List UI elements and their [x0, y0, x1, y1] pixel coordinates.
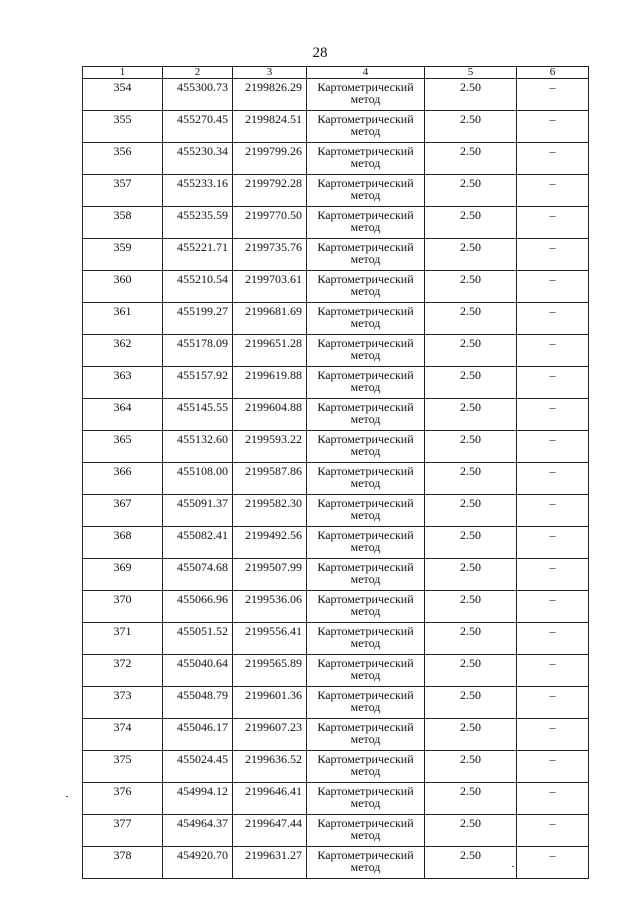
method-cell: Картометрический метод [307, 79, 425, 111]
point-number-cell: 373 [83, 687, 163, 719]
point-number-cell: 359 [83, 239, 163, 271]
method-cell: Картометрический метод [307, 399, 425, 431]
note-cell: – [517, 463, 589, 495]
accuracy-cell: 2.50 [425, 463, 517, 495]
note-cell: – [517, 815, 589, 847]
method-cell: Картометрический метод [307, 495, 425, 527]
method-cell: Картометрический метод [307, 271, 425, 303]
accuracy-cell: 2.50 [425, 687, 517, 719]
note-cell: – [517, 527, 589, 559]
note-cell: – [517, 79, 589, 111]
page-number: 28 [312, 45, 328, 61]
x-coordinate-cell: 455108.00 [163, 463, 233, 495]
point-number-cell: 362 [83, 335, 163, 367]
x-coordinate-cell: 455221.71 [163, 239, 233, 271]
x-coordinate-cell: 454994.12 [163, 783, 233, 815]
table-row [83, 719, 589, 751]
table-row [83, 271, 589, 303]
point-number-cell: 360 [83, 271, 163, 303]
point-number-cell: 357 [83, 175, 163, 207]
y-coordinate-cell: 2199536.06 [233, 591, 307, 623]
y-coordinate-cell: 2199631.27 [233, 847, 307, 879]
point-number-cell: 363 [83, 367, 163, 399]
x-coordinate-cell: 455046.17 [163, 719, 233, 751]
note-cell: – [517, 495, 589, 527]
accuracy-cell: 2.50 [425, 495, 517, 527]
method-cell: Картометрический метод [307, 207, 425, 239]
method-cell: Картометрический метод [307, 655, 425, 687]
y-coordinate-cell: 2199607.23 [233, 719, 307, 751]
accuracy-cell: 2.50 [425, 335, 517, 367]
x-coordinate-cell: 455178.09 [163, 335, 233, 367]
note-cell: – [517, 271, 589, 303]
accuracy-cell: 2.50 [425, 399, 517, 431]
point-number-cell: 372 [83, 655, 163, 687]
accuracy-cell: 2.50 [425, 271, 517, 303]
method-cell: Картометрический метод [307, 783, 425, 815]
x-coordinate-cell: 454964.37 [163, 815, 233, 847]
point-number-cell: 358 [83, 207, 163, 239]
method-cell: Картометрический метод [307, 751, 425, 783]
table-row [83, 111, 589, 143]
method-cell: Картометрический метод [307, 175, 425, 207]
y-coordinate-cell: 2199565.89 [233, 655, 307, 687]
table-row [83, 79, 589, 111]
column-header-3: 3 [233, 67, 307, 79]
point-number-cell: 377 [83, 815, 163, 847]
accuracy-cell: 2.50 [425, 79, 517, 111]
method-cell: Картометрический метод [307, 143, 425, 175]
y-coordinate-cell: 2199492.56 [233, 527, 307, 559]
accuracy-cell: 2.50 [425, 527, 517, 559]
method-cell: Картометрический метод [307, 463, 425, 495]
x-coordinate-cell: 455157.92 [163, 367, 233, 399]
coordinates-table [82, 66, 589, 879]
accuracy-cell: 2.50 [425, 431, 517, 463]
method-cell: Картометрический метод [307, 527, 425, 559]
table-row [83, 399, 589, 431]
table-header-row [83, 67, 589, 79]
point-number-cell: 365 [83, 431, 163, 463]
table-row [83, 463, 589, 495]
y-coordinate-cell: 2199507.99 [233, 559, 307, 591]
x-coordinate-cell: 455024.45 [163, 751, 233, 783]
x-coordinate-cell: 455233.16 [163, 175, 233, 207]
x-coordinate-cell: 455040.64 [163, 655, 233, 687]
note-cell: – [517, 591, 589, 623]
table-row [83, 623, 589, 655]
x-coordinate-cell: 455091.37 [163, 495, 233, 527]
accuracy-cell: 2.50 [425, 751, 517, 783]
method-cell: Картометрический метод [307, 559, 425, 591]
table-row [83, 559, 589, 591]
accuracy-cell: 2.50 [425, 303, 517, 335]
point-number-cell: 370 [83, 591, 163, 623]
point-number-cell: 368 [83, 527, 163, 559]
method-cell: Картометрический метод [307, 623, 425, 655]
method-cell: Картометрический метод [307, 591, 425, 623]
note-cell: – [517, 623, 589, 655]
point-number-cell: 374 [83, 719, 163, 751]
x-coordinate-cell: 455230.34 [163, 143, 233, 175]
point-number-cell: 369 [83, 559, 163, 591]
column-header-1: 1 [83, 67, 163, 79]
y-coordinate-cell: 2199619.88 [233, 367, 307, 399]
point-number-cell: 356 [83, 143, 163, 175]
method-cell: Картометрический метод [307, 687, 425, 719]
accuracy-cell: 2.50 [425, 623, 517, 655]
accuracy-cell: 2.50 [425, 239, 517, 271]
note-cell: – [517, 111, 589, 143]
y-coordinate-cell: 2199587.86 [233, 463, 307, 495]
method-cell: Картометрический метод [307, 815, 425, 847]
method-cell: Картометрический метод [307, 431, 425, 463]
x-coordinate-cell: 455270.45 [163, 111, 233, 143]
point-number-cell: 378 [83, 847, 163, 879]
note-cell: – [517, 431, 589, 463]
x-coordinate-cell: 455199.27 [163, 303, 233, 335]
table-row [83, 207, 589, 239]
y-coordinate-cell: 2199582.30 [233, 495, 307, 527]
accuracy-cell: 2.50 [425, 655, 517, 687]
note-cell: – [517, 559, 589, 591]
x-coordinate-cell: 455145.55 [163, 399, 233, 431]
point-number-cell: 371 [83, 623, 163, 655]
note-cell: – [517, 719, 589, 751]
column-header-2: 2 [163, 67, 233, 79]
accuracy-cell: 2.50 [425, 783, 517, 815]
scan-speck [512, 866, 514, 867]
note-cell: – [517, 335, 589, 367]
y-coordinate-cell: 2199556.41 [233, 623, 307, 655]
column-header-6: 6 [517, 67, 589, 79]
y-coordinate-cell: 2199681.69 [233, 303, 307, 335]
table-row [83, 431, 589, 463]
note-cell: – [517, 655, 589, 687]
accuracy-cell: 2.50 [425, 207, 517, 239]
scan-speck [66, 796, 68, 797]
method-cell: Картометрический метод [307, 111, 425, 143]
x-coordinate-cell: 455066.96 [163, 591, 233, 623]
y-coordinate-cell: 2199735.76 [233, 239, 307, 271]
point-number-cell: 364 [83, 399, 163, 431]
point-number-cell: 354 [83, 79, 163, 111]
note-cell: – [517, 175, 589, 207]
accuracy-cell: 2.50 [425, 559, 517, 591]
accuracy-cell: 2.50 [425, 175, 517, 207]
y-coordinate-cell: 2199636.52 [233, 751, 307, 783]
x-coordinate-cell: 455048.79 [163, 687, 233, 719]
y-coordinate-cell: 2199646.41 [233, 783, 307, 815]
x-coordinate-cell: 455210.54 [163, 271, 233, 303]
y-coordinate-cell: 2199604.88 [233, 399, 307, 431]
method-cell: Картометрический метод [307, 847, 425, 879]
point-number-cell: 355 [83, 111, 163, 143]
y-coordinate-cell: 2199824.51 [233, 111, 307, 143]
table-row [83, 687, 589, 719]
table-row [83, 495, 589, 527]
x-coordinate-cell: 455051.52 [163, 623, 233, 655]
table-body [83, 79, 589, 879]
x-coordinate-cell: 455082.41 [163, 527, 233, 559]
method-cell: Картометрический метод [307, 335, 425, 367]
y-coordinate-cell: 2199770.50 [233, 207, 307, 239]
accuracy-cell: 2.50 [425, 719, 517, 751]
accuracy-cell: 2.50 [425, 847, 517, 879]
note-cell: – [517, 751, 589, 783]
table-row [83, 751, 589, 783]
point-number-cell: 376 [83, 783, 163, 815]
y-coordinate-cell: 2199792.28 [233, 175, 307, 207]
accuracy-cell: 2.50 [425, 143, 517, 175]
x-coordinate-cell: 455074.68 [163, 559, 233, 591]
y-coordinate-cell: 2199703.61 [233, 271, 307, 303]
x-coordinate-cell: 455132.60 [163, 431, 233, 463]
note-cell: – [517, 367, 589, 399]
x-coordinate-cell: 455300.73 [163, 79, 233, 111]
table-row [83, 655, 589, 687]
y-coordinate-cell: 2199651.28 [233, 335, 307, 367]
y-coordinate-cell: 2199647.44 [233, 815, 307, 847]
note-cell: – [517, 687, 589, 719]
method-cell: Картометрический метод [307, 719, 425, 751]
x-coordinate-cell: 455235.59 [163, 207, 233, 239]
method-cell: Картометрический метод [307, 239, 425, 271]
y-coordinate-cell: 2199601.36 [233, 687, 307, 719]
point-number-cell: 367 [83, 495, 163, 527]
note-cell: – [517, 303, 589, 335]
method-cell: Картометрический метод [307, 303, 425, 335]
note-cell: – [517, 783, 589, 815]
point-number-cell: 361 [83, 303, 163, 335]
point-number-cell: 375 [83, 751, 163, 783]
table-row [83, 367, 589, 399]
method-cell: Картометрический метод [307, 367, 425, 399]
table-row [83, 143, 589, 175]
table-row [83, 175, 589, 207]
y-coordinate-cell: 2199799.26 [233, 143, 307, 175]
accuracy-cell: 2.50 [425, 591, 517, 623]
table-row [83, 527, 589, 559]
accuracy-cell: 2.50 [425, 815, 517, 847]
note-cell: – [517, 399, 589, 431]
table-row [83, 335, 589, 367]
accuracy-cell: 2.50 [425, 111, 517, 143]
column-header-5: 5 [425, 67, 517, 79]
table-row [83, 239, 589, 271]
column-header-4: 4 [307, 67, 425, 79]
x-coordinate-cell: 454920.70 [163, 847, 233, 879]
note-cell: – [517, 847, 589, 879]
y-coordinate-cell: 2199826.29 [233, 79, 307, 111]
y-coordinate-cell: 2199593.22 [233, 431, 307, 463]
table-row [83, 303, 589, 335]
note-cell: – [517, 239, 589, 271]
table-row [83, 591, 589, 623]
note-cell: – [517, 207, 589, 239]
accuracy-cell: 2.50 [425, 367, 517, 399]
note-cell: – [517, 143, 589, 175]
point-number-cell: 366 [83, 463, 163, 495]
table-row [83, 847, 589, 879]
table-row [83, 815, 589, 847]
table-row [83, 783, 589, 815]
